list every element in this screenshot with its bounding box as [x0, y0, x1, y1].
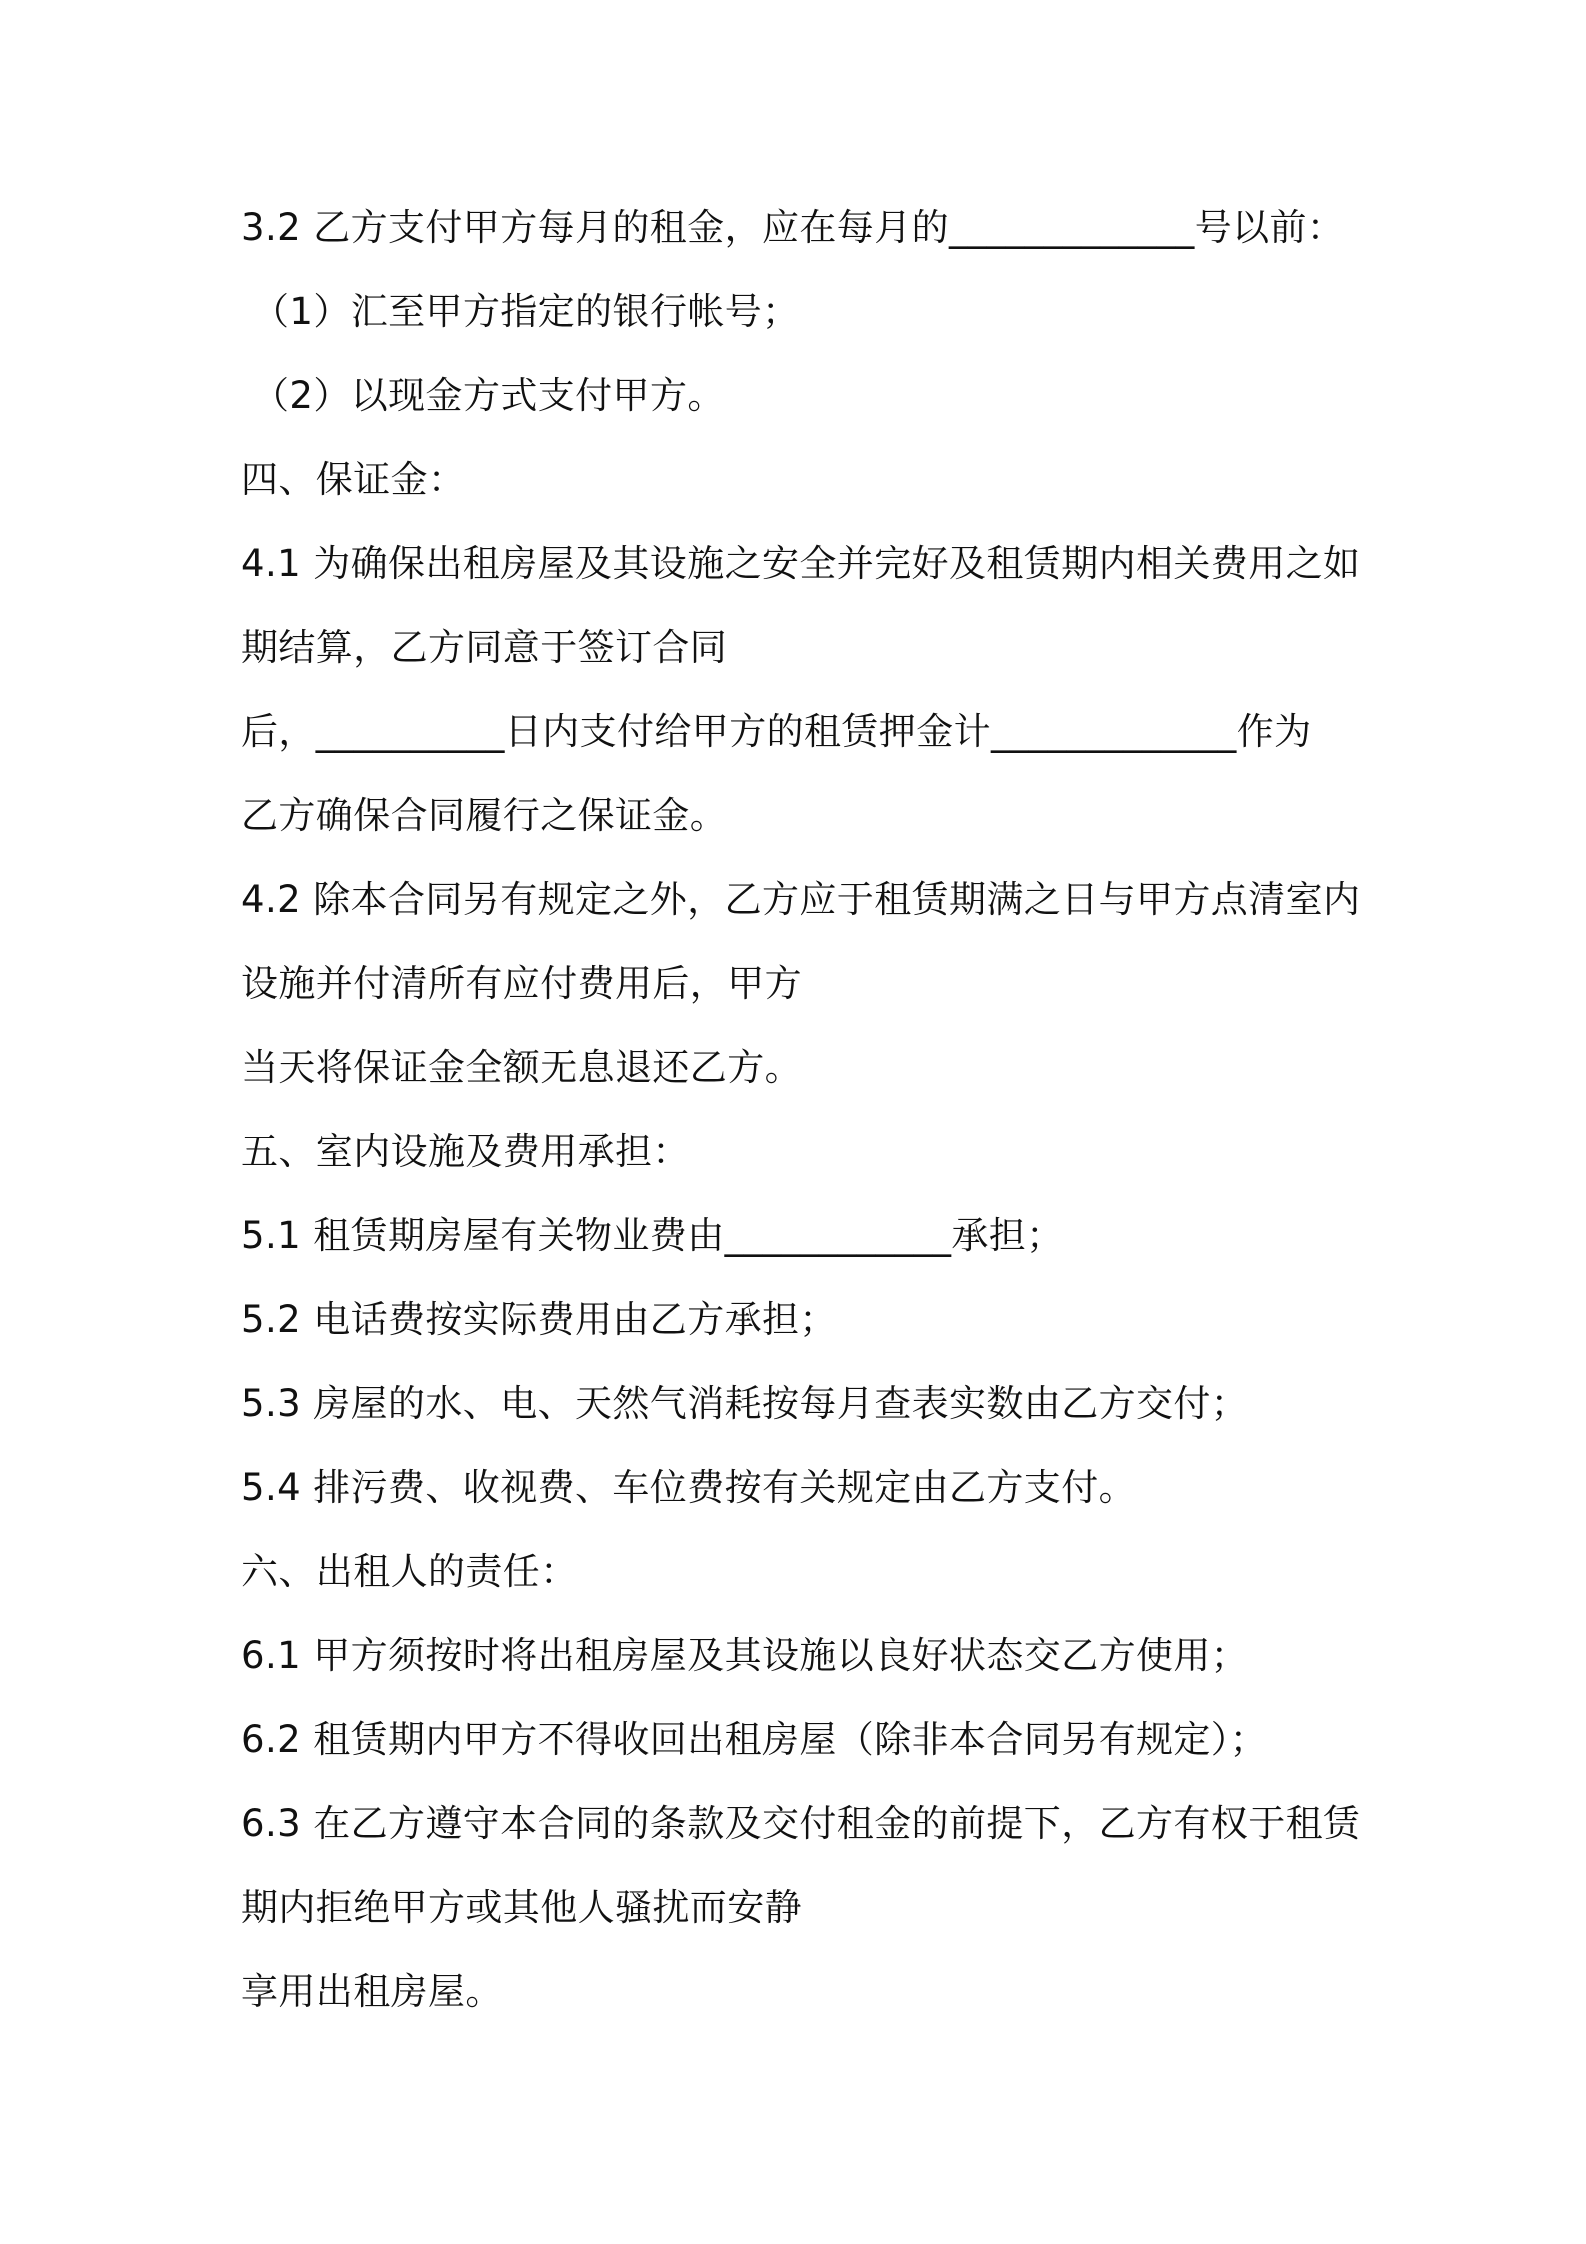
clause-4-1-line-3: 后，__________日内支付给甲方的租赁押金计_____________作为: [241, 710, 1312, 753]
payment-option-bank-transfer: （1）汇至甲方指定的银行帐号；: [252, 290, 800, 333]
clause-5-2: 5.2 电话费按实际费用由乙方承担；: [241, 1298, 837, 1341]
payment-option-cash: （2）以现金方式支付甲方。: [252, 374, 725, 417]
section-6-heading: 六、出租人的责任：: [241, 1550, 578, 1593]
clause-6-2: 6.2 租赁期内甲方不得收回出租房屋（除非本合同另有规定）；: [241, 1718, 1268, 1761]
clause-5-3: 5.3 房屋的水、电、天然气消耗按每月查表实数由乙方交付；: [241, 1382, 1249, 1425]
clause-6-3-line-3: 享用出租房屋。: [241, 1970, 503, 2013]
clause-6-3-line-2: 期内拒绝甲方或其他人骚扰而安静: [241, 1886, 802, 1929]
clause-6-1: 6.1 甲方须按时将出租房屋及其设施以良好状态交乙方使用；: [241, 1634, 1249, 1677]
clause-4-1-line-1: 4.1 为确保出租房屋及其设施之安全并完好及租赁期内相关费用之如: [241, 542, 1361, 585]
clause-5-4: 5.4 排污费、收视费、车位费按有关规定由乙方支付。: [241, 1466, 1137, 1509]
section-4-heading: 四、保证金：: [241, 458, 466, 501]
clause-5-1: 5.1 租赁期房屋有关物业费由____________承担；: [241, 1214, 1064, 1257]
clause-6-3-line-1: 6.3 在乙方遵守本合同的条款及交付租金的前提下，乙方有权于租赁: [241, 1802, 1361, 1845]
clause-4-1-line-4: 乙方确保合同履行之保证金。: [241, 794, 728, 837]
clause-4-2-line-1: 4.2 除本合同另有规定之外，乙方应于租赁期满之日与甲方点清室内: [241, 878, 1361, 921]
clause-4-2-line-2: 设施并付清所有应付费用后，甲方: [241, 962, 802, 1005]
clause-4-2-line-3: 当天将保证金全额无息退还乙方。: [241, 1046, 802, 1089]
clause-3-2-rent-due-day: 3.2 乙方支付甲方每月的租金，应在每月的_____________号以前：: [241, 206, 1345, 249]
clause-4-1-line-2: 期结算，乙方同意于签订合同: [241, 626, 728, 669]
section-5-heading: 五、室内设施及费用承担：: [241, 1130, 690, 1173]
